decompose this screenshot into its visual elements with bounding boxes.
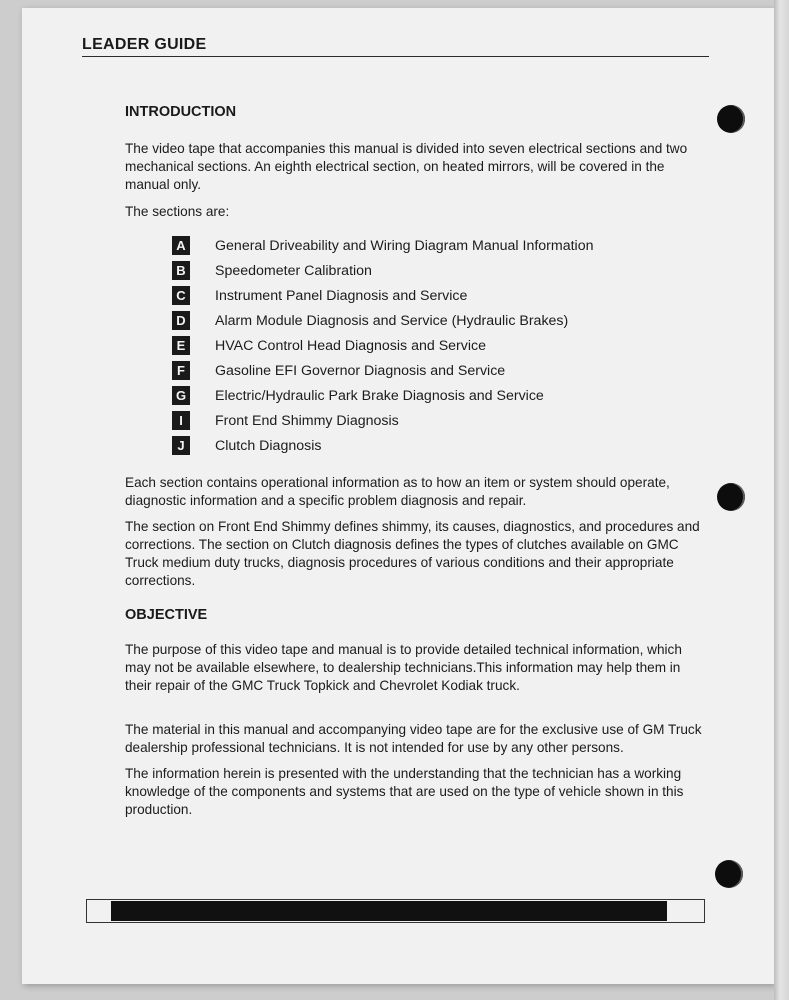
section-label: Instrument Panel Diagnosis and Service bbox=[215, 287, 468, 304]
footer-bar-fill bbox=[111, 901, 667, 921]
sections-list bbox=[125, 233, 710, 458]
binder-hole-middle bbox=[717, 483, 745, 511]
binder-hole-top bbox=[717, 105, 745, 133]
list-item bbox=[172, 283, 710, 308]
list-item bbox=[172, 408, 710, 433]
section-label: Gasoline EFI Governor Diagnosis and Service bbox=[215, 362, 506, 379]
objective-heading: OBJECTIVE bbox=[125, 607, 208, 623]
section-label: HVAC Control Head Diagnosis and Service bbox=[215, 337, 487, 354]
section-label: General Driveability and Wiring Diagram Manual Information bbox=[215, 237, 594, 254]
page-content bbox=[125, 100, 710, 819]
section-letter-badge: E bbox=[172, 336, 190, 355]
section-letter-badge: G bbox=[172, 386, 190, 405]
section-letter-badge: C bbox=[172, 286, 190, 305]
list-item bbox=[172, 383, 710, 408]
page-header-title: LEADER GUIDE bbox=[82, 36, 207, 53]
list-item bbox=[172, 433, 710, 458]
section-letter-badge: J bbox=[172, 436, 190, 455]
section-label: Electric/Hydraulic Park Brake Diagnosis and Service bbox=[215, 387, 544, 404]
intro-paragraph-1: The video tape that accompanies this manual is divided into seven electrical sections and two mechanical sections. An eighth electrical section, on heated mirrors, will be covered in the manual only. bbox=[125, 141, 688, 192]
objective-paragraph-1: The purpose of this video tape and manual is to provide detailed technical information, which may not be available elsewhere, to dealership technicians.This information may help them in their repair of the GMC Truck Topkick and Chevrolet Kodiak truck. bbox=[125, 642, 682, 693]
section-label: Clutch Diagnosis bbox=[215, 437, 322, 454]
intro-paragraph-4: The section on Front End Shimmy defines shimmy, its causes, diagnostics, and procedures and corrections. The section on Clutch diagnosis defines the types of clutches available on GMC Truck medium duty trucks, diagnosis procedures of various conditions and their appropriate corrections. bbox=[125, 519, 700, 588]
list-item bbox=[172, 358, 710, 383]
objective-paragraph-3: The information herein is presented with the understanding that the technician has a working knowledge of the components and systems that are used on the type of vehicle shown in this production. bbox=[125, 766, 684, 817]
introduction-heading: INTRODUCTION bbox=[125, 104, 237, 120]
section-letter-badge: F bbox=[172, 361, 190, 380]
list-item bbox=[172, 308, 710, 333]
section-label: Front End Shimmy Diagnosis bbox=[215, 412, 399, 429]
next-page-edge bbox=[774, 0, 789, 1000]
section-label: Speedometer Calibration bbox=[215, 262, 372, 279]
footer-bar bbox=[86, 899, 705, 923]
header-rule bbox=[82, 56, 709, 57]
section-letter-badge: D bbox=[172, 311, 190, 330]
binder-hole-bottom bbox=[715, 860, 743, 888]
list-item bbox=[172, 233, 710, 258]
section-letter-badge: B bbox=[172, 261, 190, 280]
intro-paragraph-3: Each section contains operational information as to how an item or system should operate, diagnostic information and a specific problem diagnosis and repair. bbox=[125, 475, 670, 508]
objective-paragraph-2: The material in this manual and accompanying video tape are for the exclusive use of GM Truck dealership professional technicians. It is not intended for use by any other persons. bbox=[125, 722, 702, 755]
section-letter-badge: A bbox=[172, 236, 190, 255]
section-label: Alarm Module Diagnosis and Service (Hydraulic Brakes) bbox=[215, 312, 569, 329]
intro-paragraph-2: The sections are: bbox=[125, 204, 230, 219]
list-item bbox=[172, 258, 710, 283]
list-item bbox=[172, 333, 710, 358]
section-letter-badge: I bbox=[172, 411, 190, 430]
